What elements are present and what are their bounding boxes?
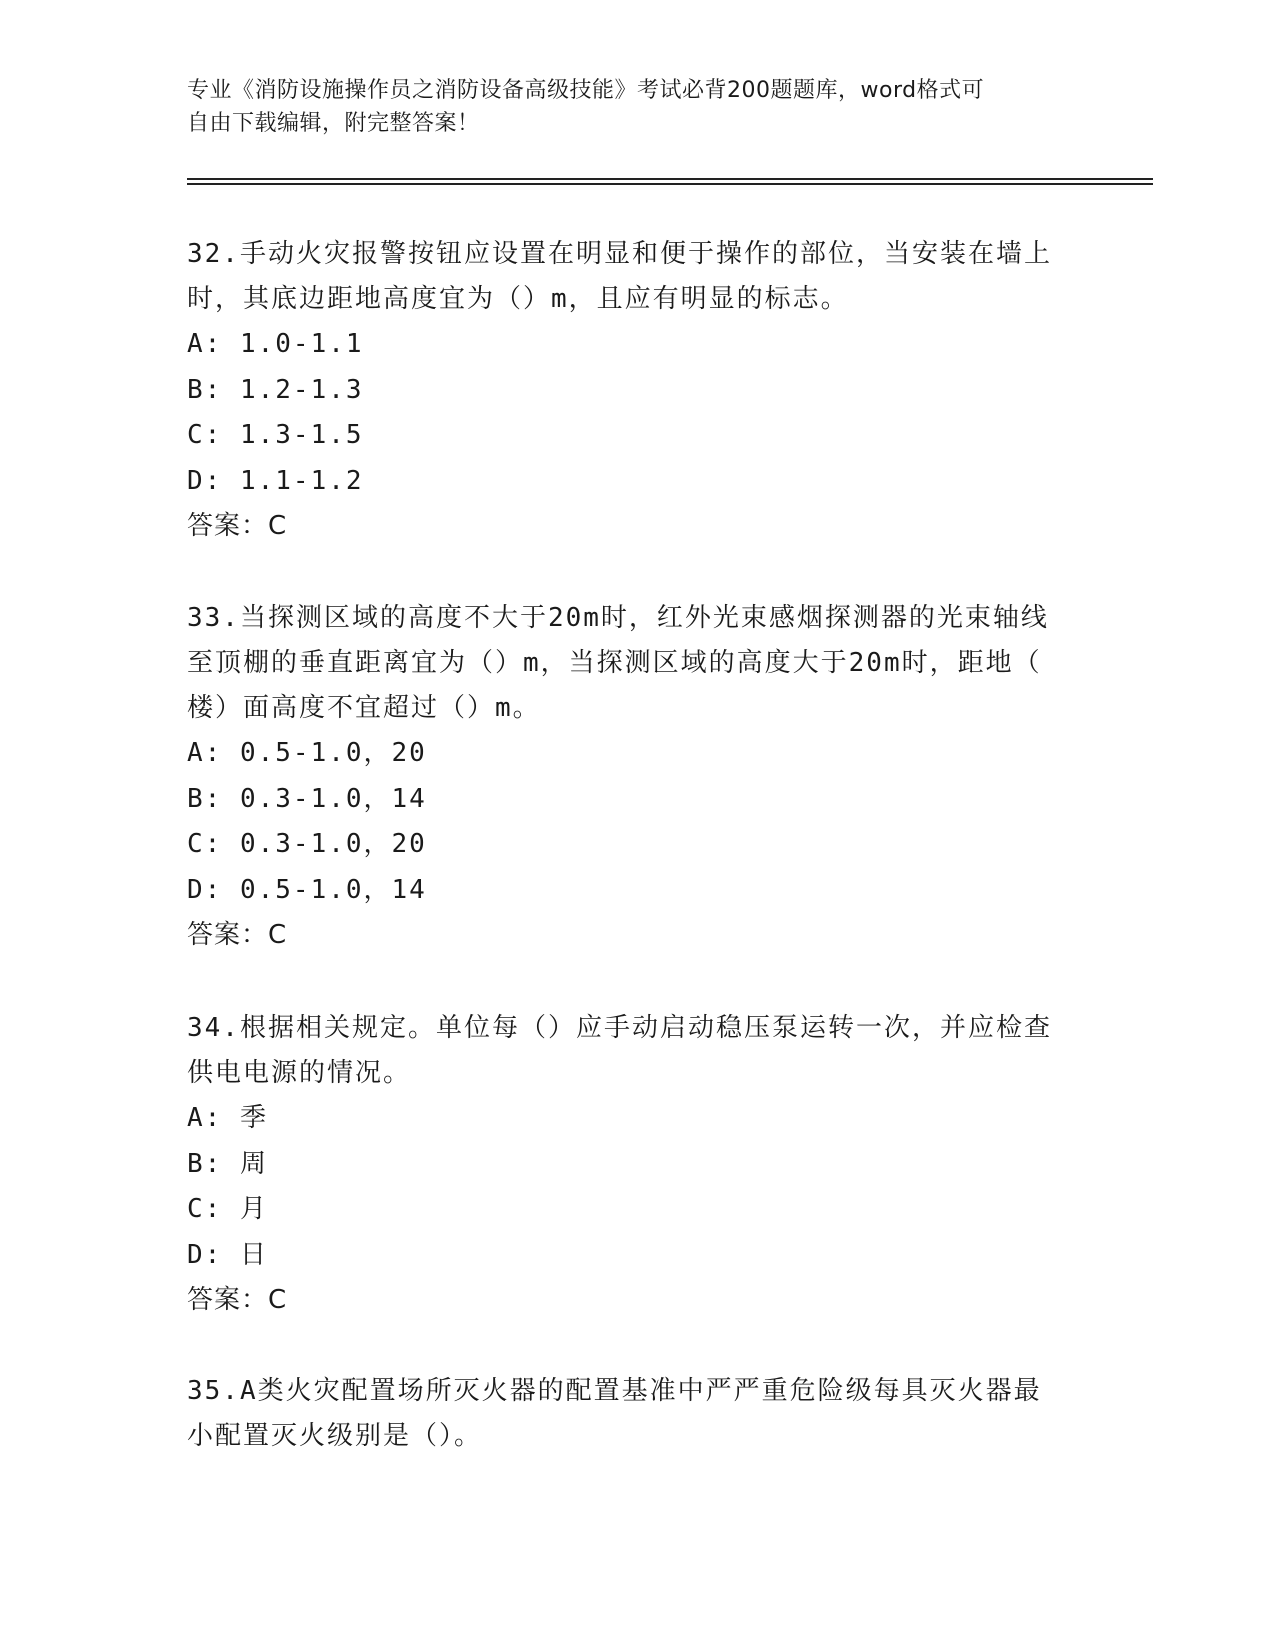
question-text-line: 32.手动火灾报警按钮应设置在明显和便于操作的部位，当安装在墙上 <box>187 239 1052 269</box>
question-text-line: 33.当探测区域的高度不大于20m时，红外光束感烟探测器的光束轴线 <box>187 603 1049 633</box>
question-text-line: 供电电源的情况。 <box>187 1058 412 1088</box>
option-d: D: 0.5-1.0，14 <box>187 874 427 905</box>
option-a: A: 季 <box>187 1103 268 1133</box>
answer: 答案：C <box>187 1285 288 1315</box>
question-32 <box>187 232 1087 550</box>
option-b: B: 0.3-1.0，14 <box>187 783 427 814</box>
question-stem <box>187 232 1087 322</box>
option-a: A: 1.0-1.1 <box>187 329 364 359</box>
question-35 <box>187 1369 1087 1459</box>
question-text-line: 35.A类火灾配置场所灭火器的配置基准中严严重危险级每具灭火器最 <box>187 1376 1042 1406</box>
header-line: 专业《消防设施操作员之消防设备高级技能》考试必背200题题库，word格式可 <box>187 78 985 103</box>
header-divider <box>187 178 1153 180</box>
option-c: C: 0.3-1.0，20 <box>187 829 427 859</box>
question-text-line: 时，其底边距地高度宜为（）m，且应有明显的标志。 <box>187 284 849 314</box>
question-stem <box>187 1369 1087 1459</box>
option-a: A: 0.5-1.0，20 <box>187 738 427 768</box>
option-d: D: 日 <box>187 1239 268 1270</box>
answer: 答案：C <box>187 920 288 950</box>
option-b: B: 周 <box>187 1148 268 1179</box>
question-stem <box>187 596 1087 731</box>
option-c: C: 1.3-1.5 <box>187 420 364 450</box>
question-34 <box>187 1006 1087 1324</box>
option-d: D: 1.1-1.2 <box>187 465 364 496</box>
header-line: 自由下载编辑，附完整答案！ <box>187 111 480 136</box>
header-divider <box>187 183 1153 185</box>
question-stem <box>187 1006 1087 1096</box>
question-text-line: 至顶棚的垂直距离宜为（）m，当探测区域的高度大于20m时，距地（ <box>187 648 1042 678</box>
answer: 答案：C <box>187 511 288 541</box>
option-c: C: 月 <box>187 1194 268 1224</box>
question-text-line: 34.根据相关规定。单位每（）应手动启动稳压泵运转一次，并应检查 <box>187 1013 1052 1043</box>
question-text-line: 楼）面高度不宜超过（）m。 <box>187 693 541 723</box>
question-33 <box>187 596 1087 959</box>
document-header <box>187 74 1067 140</box>
question-text-line: 小配置灭火级别是（）。 <box>187 1421 483 1451</box>
option-b: B: 1.2-1.3 <box>187 374 364 405</box>
